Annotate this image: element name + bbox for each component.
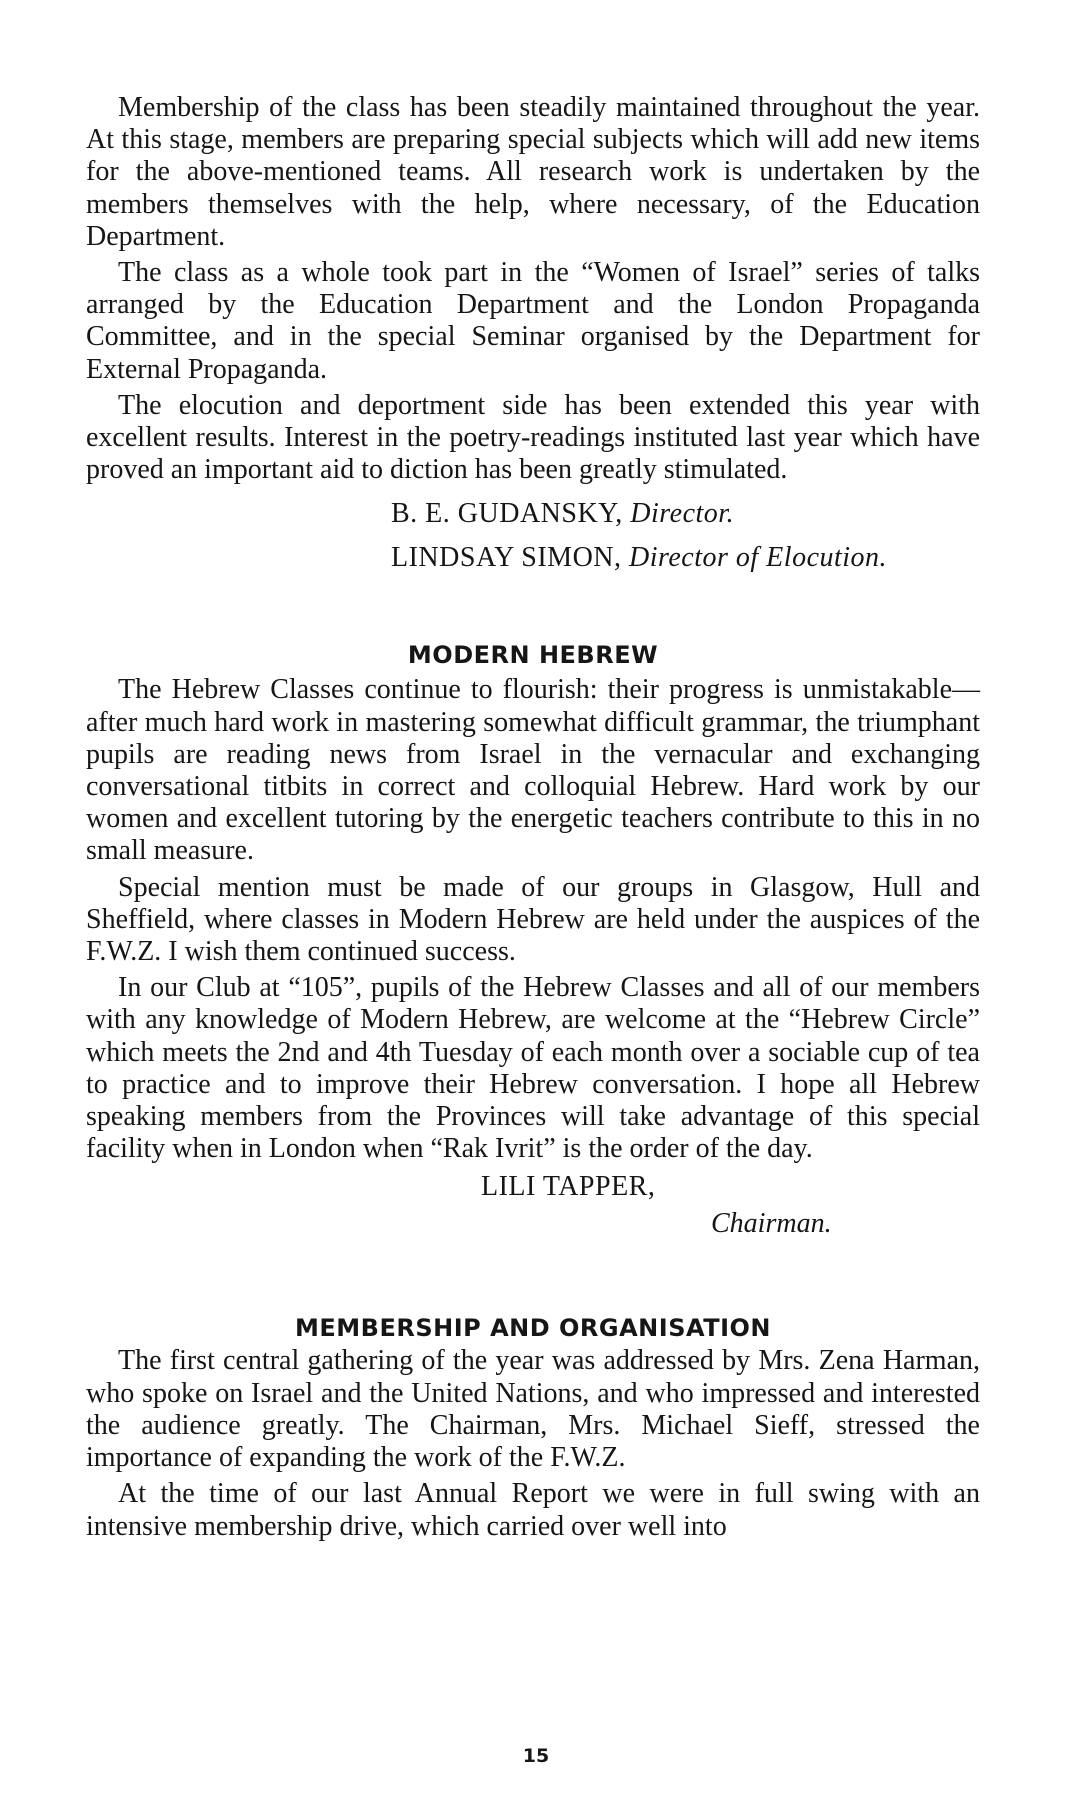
signatory-title: Director of Elocution. (629, 542, 888, 574)
section-heading: MODERN HEBREW (407, 641, 659, 670)
signatory-name: LINDSAY SIMON, (391, 542, 622, 574)
signature-line (86, 492, 980, 536)
signatory-title: Director. (630, 498, 735, 530)
signatory-name: B. E. GUDANSKY, (391, 498, 623, 530)
paragraph: The Hebrew Classes continue to flourish: their progress is unmistakable—after much hard work in mastering somewhat difficult grammar, the triumphant pupils are reading news from Israel in the vernacular and exchanging conversational titbits in correct and colloquial Hebrew. Hard work by our women and excellent tutoring by the energetic teachers contribute to this in no small measure. (86, 674, 980, 867)
paragraph: The first central gathering of the year was addressed by Mrs. Zena Harman, who spoke on Israel and the United Nations, and who impressed and interested the audience greatly. The Chairman, Mrs. Michael Sieff, stressed the importance of expanding the work of the F.W.Z. (86, 1345, 980, 1474)
modern-hebrew-section (86, 638, 980, 1243)
page-number: 15 (522, 1745, 550, 1767)
document-page (86, 92, 980, 1547)
section-heading: MEMBERSHIP AND ORGANISATION (295, 1314, 771, 1343)
signature-block (86, 1169, 980, 1243)
membership-section (86, 1311, 980, 1542)
paragraph: Membership of the class has been steadily maintained throughout the year. At this stage, members are preparing special subjects which will add new items for the above-mentioned teams. All research work is undertaken by the members themselves with the help, where necessary, of the Education Department. (86, 92, 980, 252)
signature-line (86, 536, 980, 580)
signatory-title: Chairman. (711, 1208, 832, 1240)
signature-block (86, 492, 980, 580)
paragraph: At the time of our last Annual Report we were in full swing with an intensive membership drive, which carried over well into (86, 1478, 980, 1542)
signatory-name: LILI TAPPER, (481, 1171, 656, 1203)
paragraph: The class as a whole took part in the “Women of Israel” series of talks arranged by the Education Department and the London Propaganda Committee, and in the special Seminar organised by the Department for External Propaganda. (86, 257, 980, 385)
paragraph: Special mention must be made of our groups in Glasgow, Hull and Sheffield, where classes in Modern Hebrew are held under the auspices of the F.W.Z. I wish them continued success. (86, 871, 980, 968)
paragraph: The elocution and deportment side has been extended this year with excellent results. Interest in the poetry-readings instituted last year which have proved an important aid to diction has been greatly stimulated. (86, 389, 980, 486)
elocution-section (86, 92, 980, 580)
paragraph: In our Club at “105”, pupils of the Hebrew Classes and all of our members with any knowledge of Modern Hebrew, are welcome at the “Hebrew Circle” which meets the 2nd and 4th Tuesday of each month over a sociable cup of tea to practice and to improve their Hebrew conversation. I hope all Hebrew speaking members from the Provinces will take advantage of this special facility when in London when “Rak Ivrit” is the order of the day. (86, 972, 980, 1165)
